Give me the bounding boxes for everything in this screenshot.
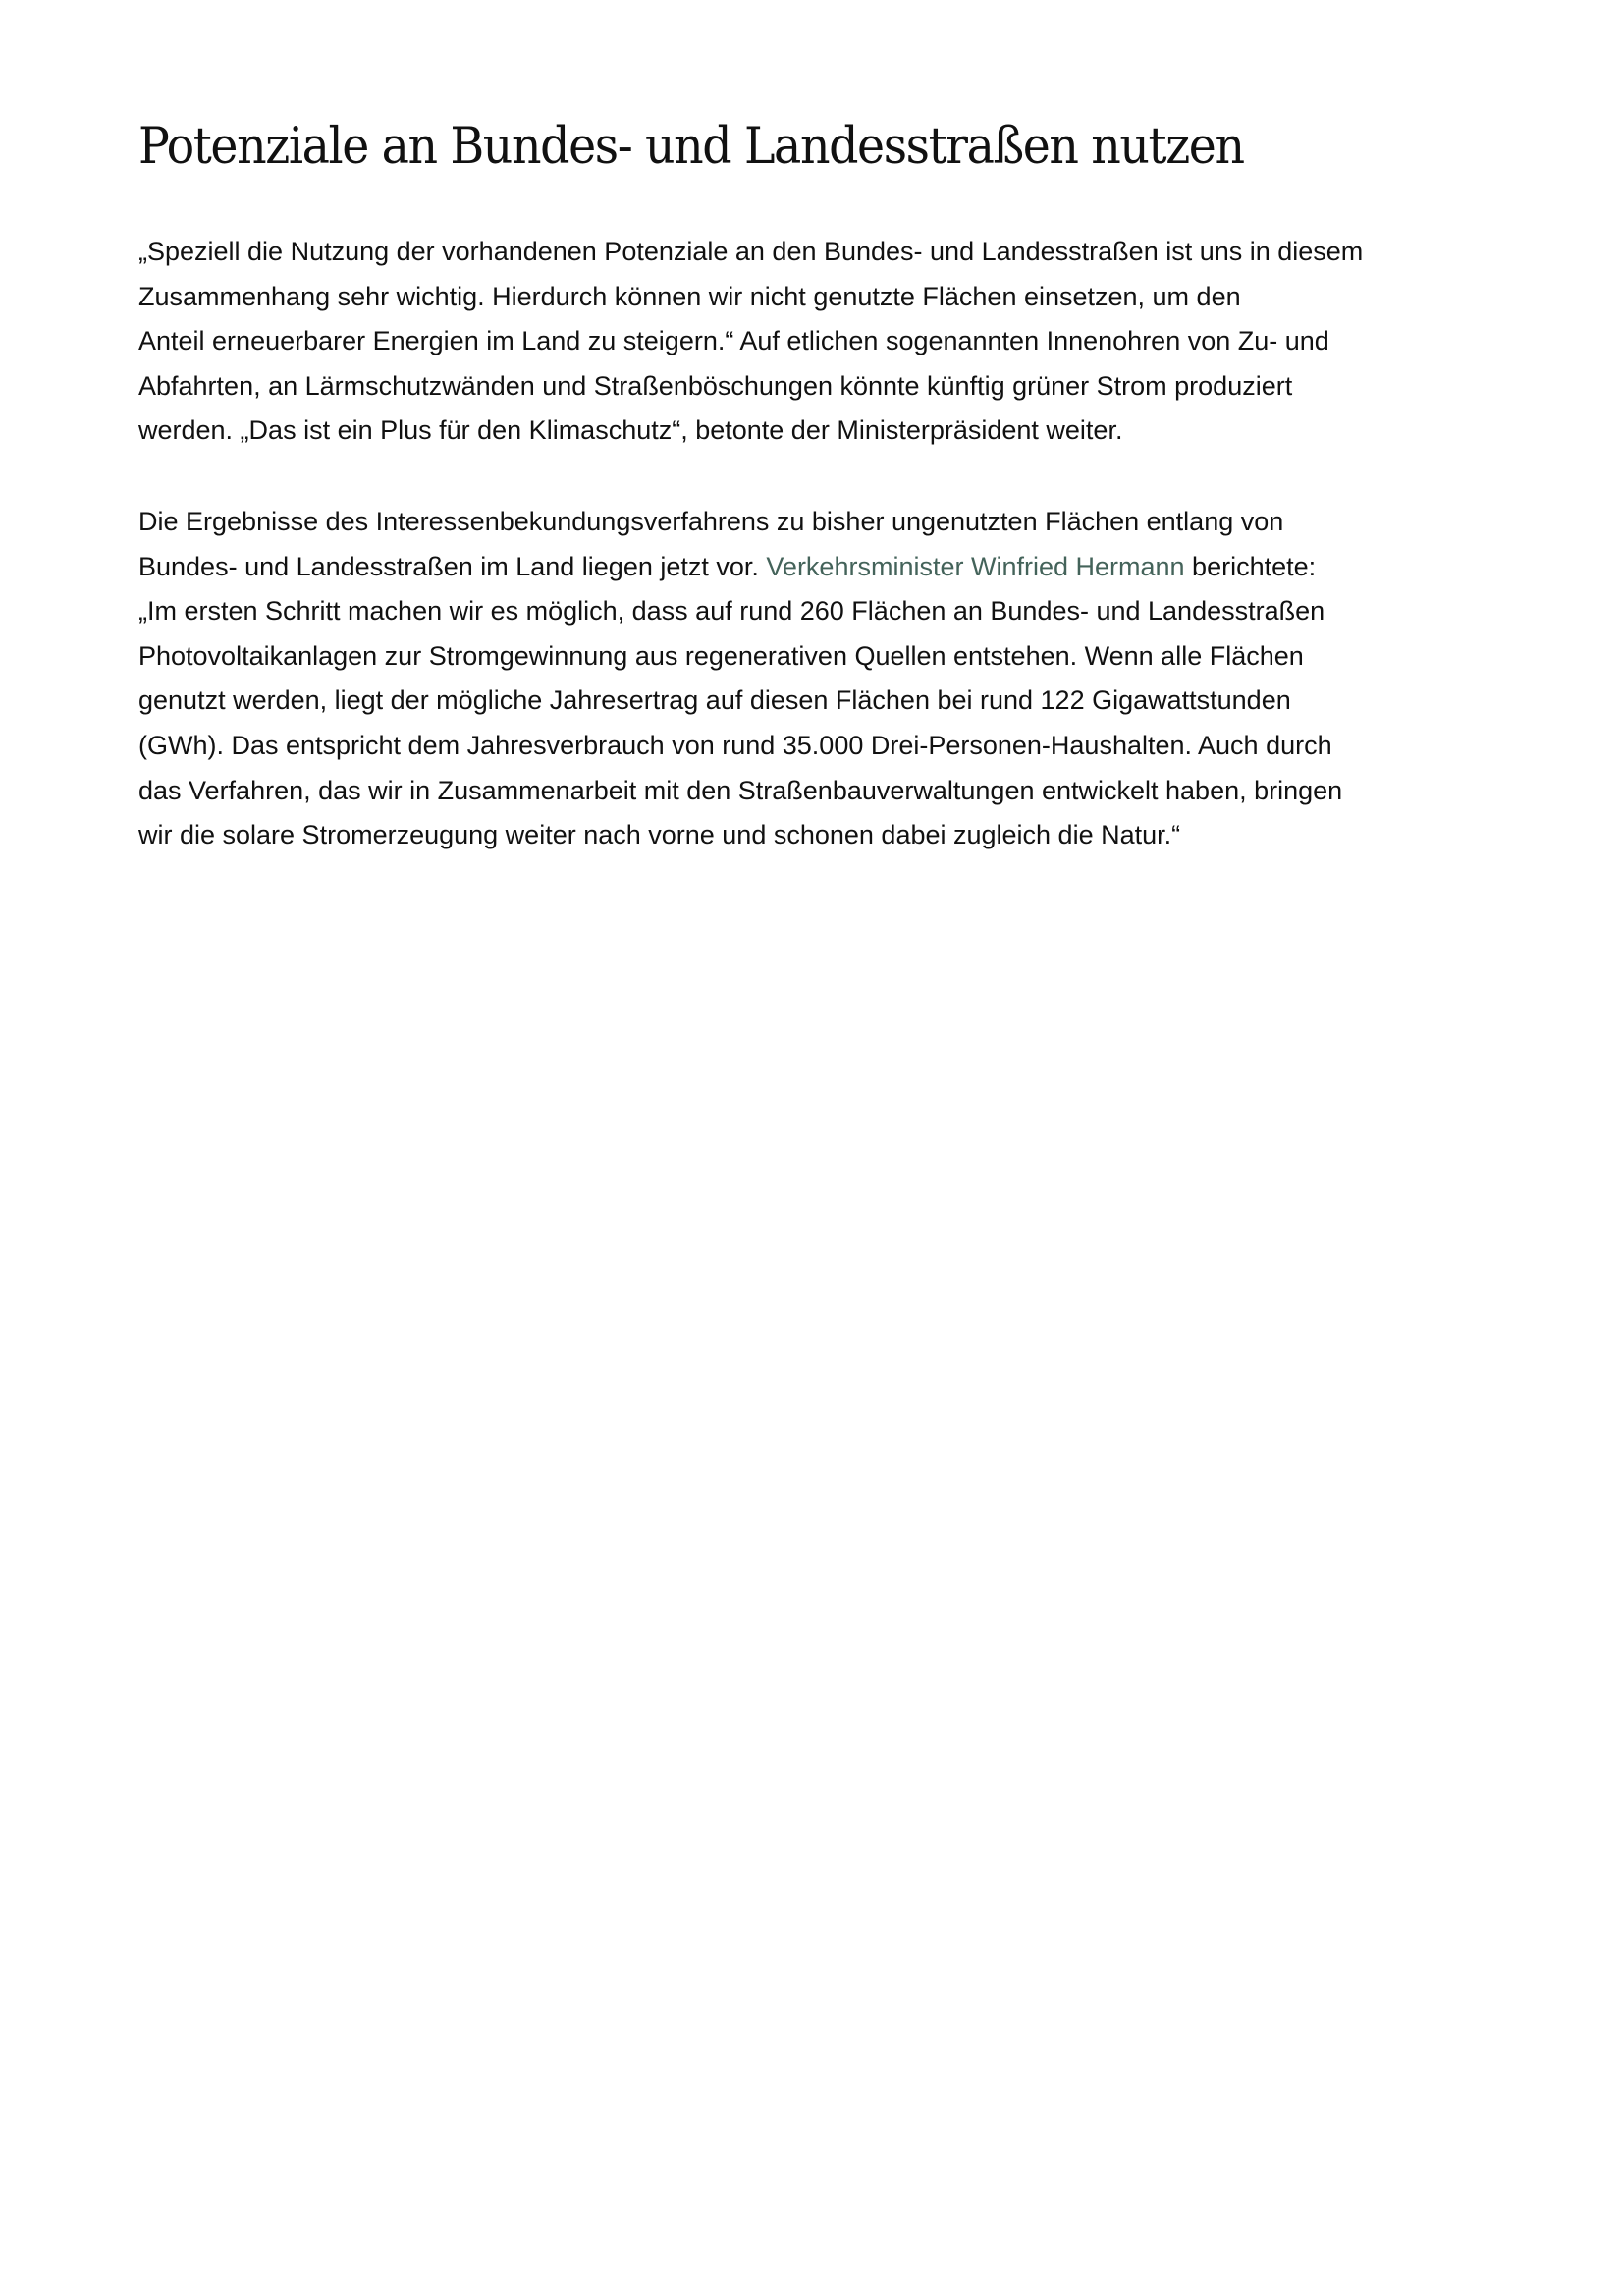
article [138, 118, 1513, 850]
text-line: werden. „Das ist ein Plus für den Klimaschutz“, betonte der Ministerpräsident weiter. [138, 415, 1123, 446]
text-line: „Im ersten Schritt machen wir es möglich, dass auf rund 260 Flächen an Bundes- und Landesstraßen [138, 596, 1325, 627]
text-line: Zusammenhang sehr wichtig. Hierdurch können wir nicht genutzte Flächen einsetzen, um den [138, 281, 1241, 311]
text-line: Die Ergebnisse des Interessenbekundungsverfahrens zu bisher ungenutzten Flächen entlang von [138, 507, 1284, 536]
article-heading: Potenziale an Bundes- und Landesstraßen nutzen [138, 118, 1244, 176]
link-verkehrsminister[interactable]: Verkehrsminister Winfried Hermann [766, 551, 1185, 581]
text-line: Photovoltaikanlagen zur Stromgewinnung aus regenerativen Quellen entstehen. Wenn alle Flächen [138, 640, 1304, 671]
text-line: Abfahrten, an Lärmschutzwänden und Straßenböschungen könnte künftig grüner Strom produziert [138, 370, 1293, 401]
text-line: (GWh). Das entspricht dem Jahresverbrauch von rund 35.000 Drei-Personen-Haushalten. Auch durch [138, 730, 1332, 760]
text-line: Anteil erneuerbarer Energien im Land zu steigern.“ Auf etlichen sogenannten Innenohren von Zu- und [138, 326, 1329, 356]
text-segment: Bundes- und Landesstraßen im Land liegen jetzt vor. [138, 551, 767, 581]
text-line: das Verfahren, das wir in Zusammenarbeit mit den Straßenbauverwaltungen entwickelt haben, bringen [138, 775, 1343, 805]
text-line: „Speziell die Nutzung der vorhandenen Potenziale an den Bundes- und Landesstraßen ist uns in diesem [138, 237, 1364, 266]
paragraph-quote-ministerpraesident [138, 230, 1363, 454]
text-line [138, 545, 1342, 590]
text-segment: berichtete: [1184, 551, 1317, 581]
paragraph-results [138, 500, 1342, 858]
text-line: genutzt werden, liegt der mögliche Jahresertrag auf diesen Flächen bei rund 122 Gigawattstunden [138, 685, 1291, 716]
text-line: wir die solare Stromerzeugung weiter nach vorne und schonen dabei zugleich die Natur.“ [138, 820, 1181, 850]
